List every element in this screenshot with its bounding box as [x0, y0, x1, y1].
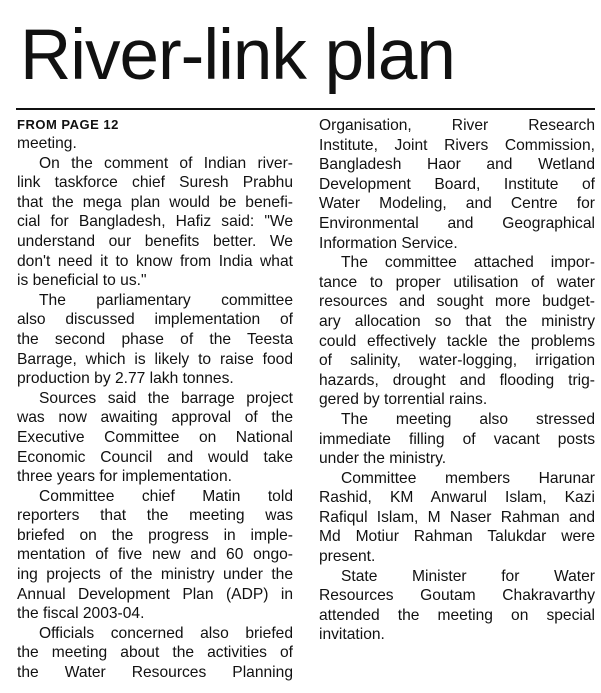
continuation-kicker: FROM PAGE 12	[17, 117, 119, 132]
text-line: Executive Committee on National	[17, 428, 293, 446]
text-line: don't need it to know from India what	[17, 252, 293, 270]
headline: River-link plan	[20, 16, 455, 95]
text-line: production by 2.77 lakh tonnes.	[17, 370, 234, 388]
text-line: attended the meeting on special	[319, 606, 595, 624]
left-column-text	[17, 134, 293, 683]
text-line: Md Motiur Rahman Talukdar were	[319, 528, 595, 546]
text-line: that the mega plan would be benefi-	[17, 193, 293, 211]
text-line: Barrage, which is likely to raise food	[17, 350, 293, 368]
text-line: was now awaiting approval of the	[17, 409, 293, 427]
text-line: reporters that the meeting was	[17, 507, 293, 525]
text-line: briefed on the progress in imple-	[17, 526, 293, 544]
text-line: Water Modeling, and Centre for	[319, 195, 595, 213]
text-line: The committee attached impor-	[341, 254, 595, 272]
text-line: Rashid, KM Anwarul Islam, Kazi	[319, 489, 595, 507]
text-line: the second phase of the Teesta	[17, 330, 293, 348]
text-line: invitation.	[319, 626, 385, 644]
left-column	[17, 116, 293, 683]
text-line: meeting.	[17, 135, 77, 152]
text-line: present.	[319, 548, 376, 566]
text-line: three years for implementation.	[17, 468, 232, 486]
text-line: could effectively tackle the problems	[319, 332, 595, 350]
text-line: hazards, drought and flooding trig-	[319, 371, 595, 389]
text-line: Bangladesh Haor and Wetland	[319, 156, 595, 174]
text-line: On the comment of Indian river-	[39, 154, 293, 172]
text-line: Resources Goutam Chakravarthy	[319, 587, 595, 605]
text-line: ary allocation so that the ministry	[319, 312, 595, 330]
text-line: gered by torrential rains.	[319, 391, 488, 409]
text-line: ing projects of the ministry under the	[17, 566, 293, 584]
text-line: Officials concerned also briefed	[39, 624, 293, 642]
text-line: resources and sought more budget-	[319, 293, 595, 311]
text-line: mentation of five new and 60 ongo-	[17, 546, 293, 564]
text-line: Economic Council and would take	[17, 448, 293, 466]
text-line: Rafiqul Islam, M Naser Rahman and	[319, 508, 595, 526]
text-line: also discussed implementation of	[17, 311, 293, 329]
text-line: the fiscal 2003-04.	[17, 605, 145, 623]
headline-rule	[16, 108, 595, 110]
text-line: Environmental and Geographical	[319, 214, 595, 232]
text-line: The meeting also stressed	[341, 410, 595, 428]
text-line: Committee members Harunar	[341, 469, 595, 487]
text-line: State Minister for Water	[341, 567, 595, 585]
text-line: link taskforce chief Suresh Prabhu	[17, 174, 293, 192]
text-line: is beneficial to us."	[17, 272, 147, 290]
text-line: the meeting about the activities of	[17, 644, 293, 662]
text-line: Annual Development Plan (ADP) in	[17, 585, 293, 603]
text-line: the Water Resources Planning	[17, 664, 293, 682]
text-line: Institute, Joint Rivers Commission,	[319, 136, 595, 154]
text-line: of salinity, water-logging, irrigation	[319, 352, 595, 370]
text-line: Organisation, River Research	[319, 117, 595, 134]
right-column	[319, 116, 595, 645]
text-line: under the ministry.	[319, 450, 447, 468]
text-line: cial for Bangladesh, Hafiz said: "We	[17, 213, 293, 231]
text-line: The parliamentary committee	[39, 291, 293, 309]
text-line: Sources said the barrage project	[39, 389, 293, 407]
text-line: tance to proper utilisation of water	[319, 273, 595, 291]
text-line: Information Service.	[319, 234, 458, 252]
text-line: Development Board, Institute of	[319, 175, 595, 193]
text-line: Committee chief Matin told	[39, 487, 293, 505]
text-line: understand our benefits better. We	[17, 232, 293, 250]
text-line: immediate filling of vacant posts	[319, 430, 595, 448]
right-column-text	[319, 116, 595, 645]
